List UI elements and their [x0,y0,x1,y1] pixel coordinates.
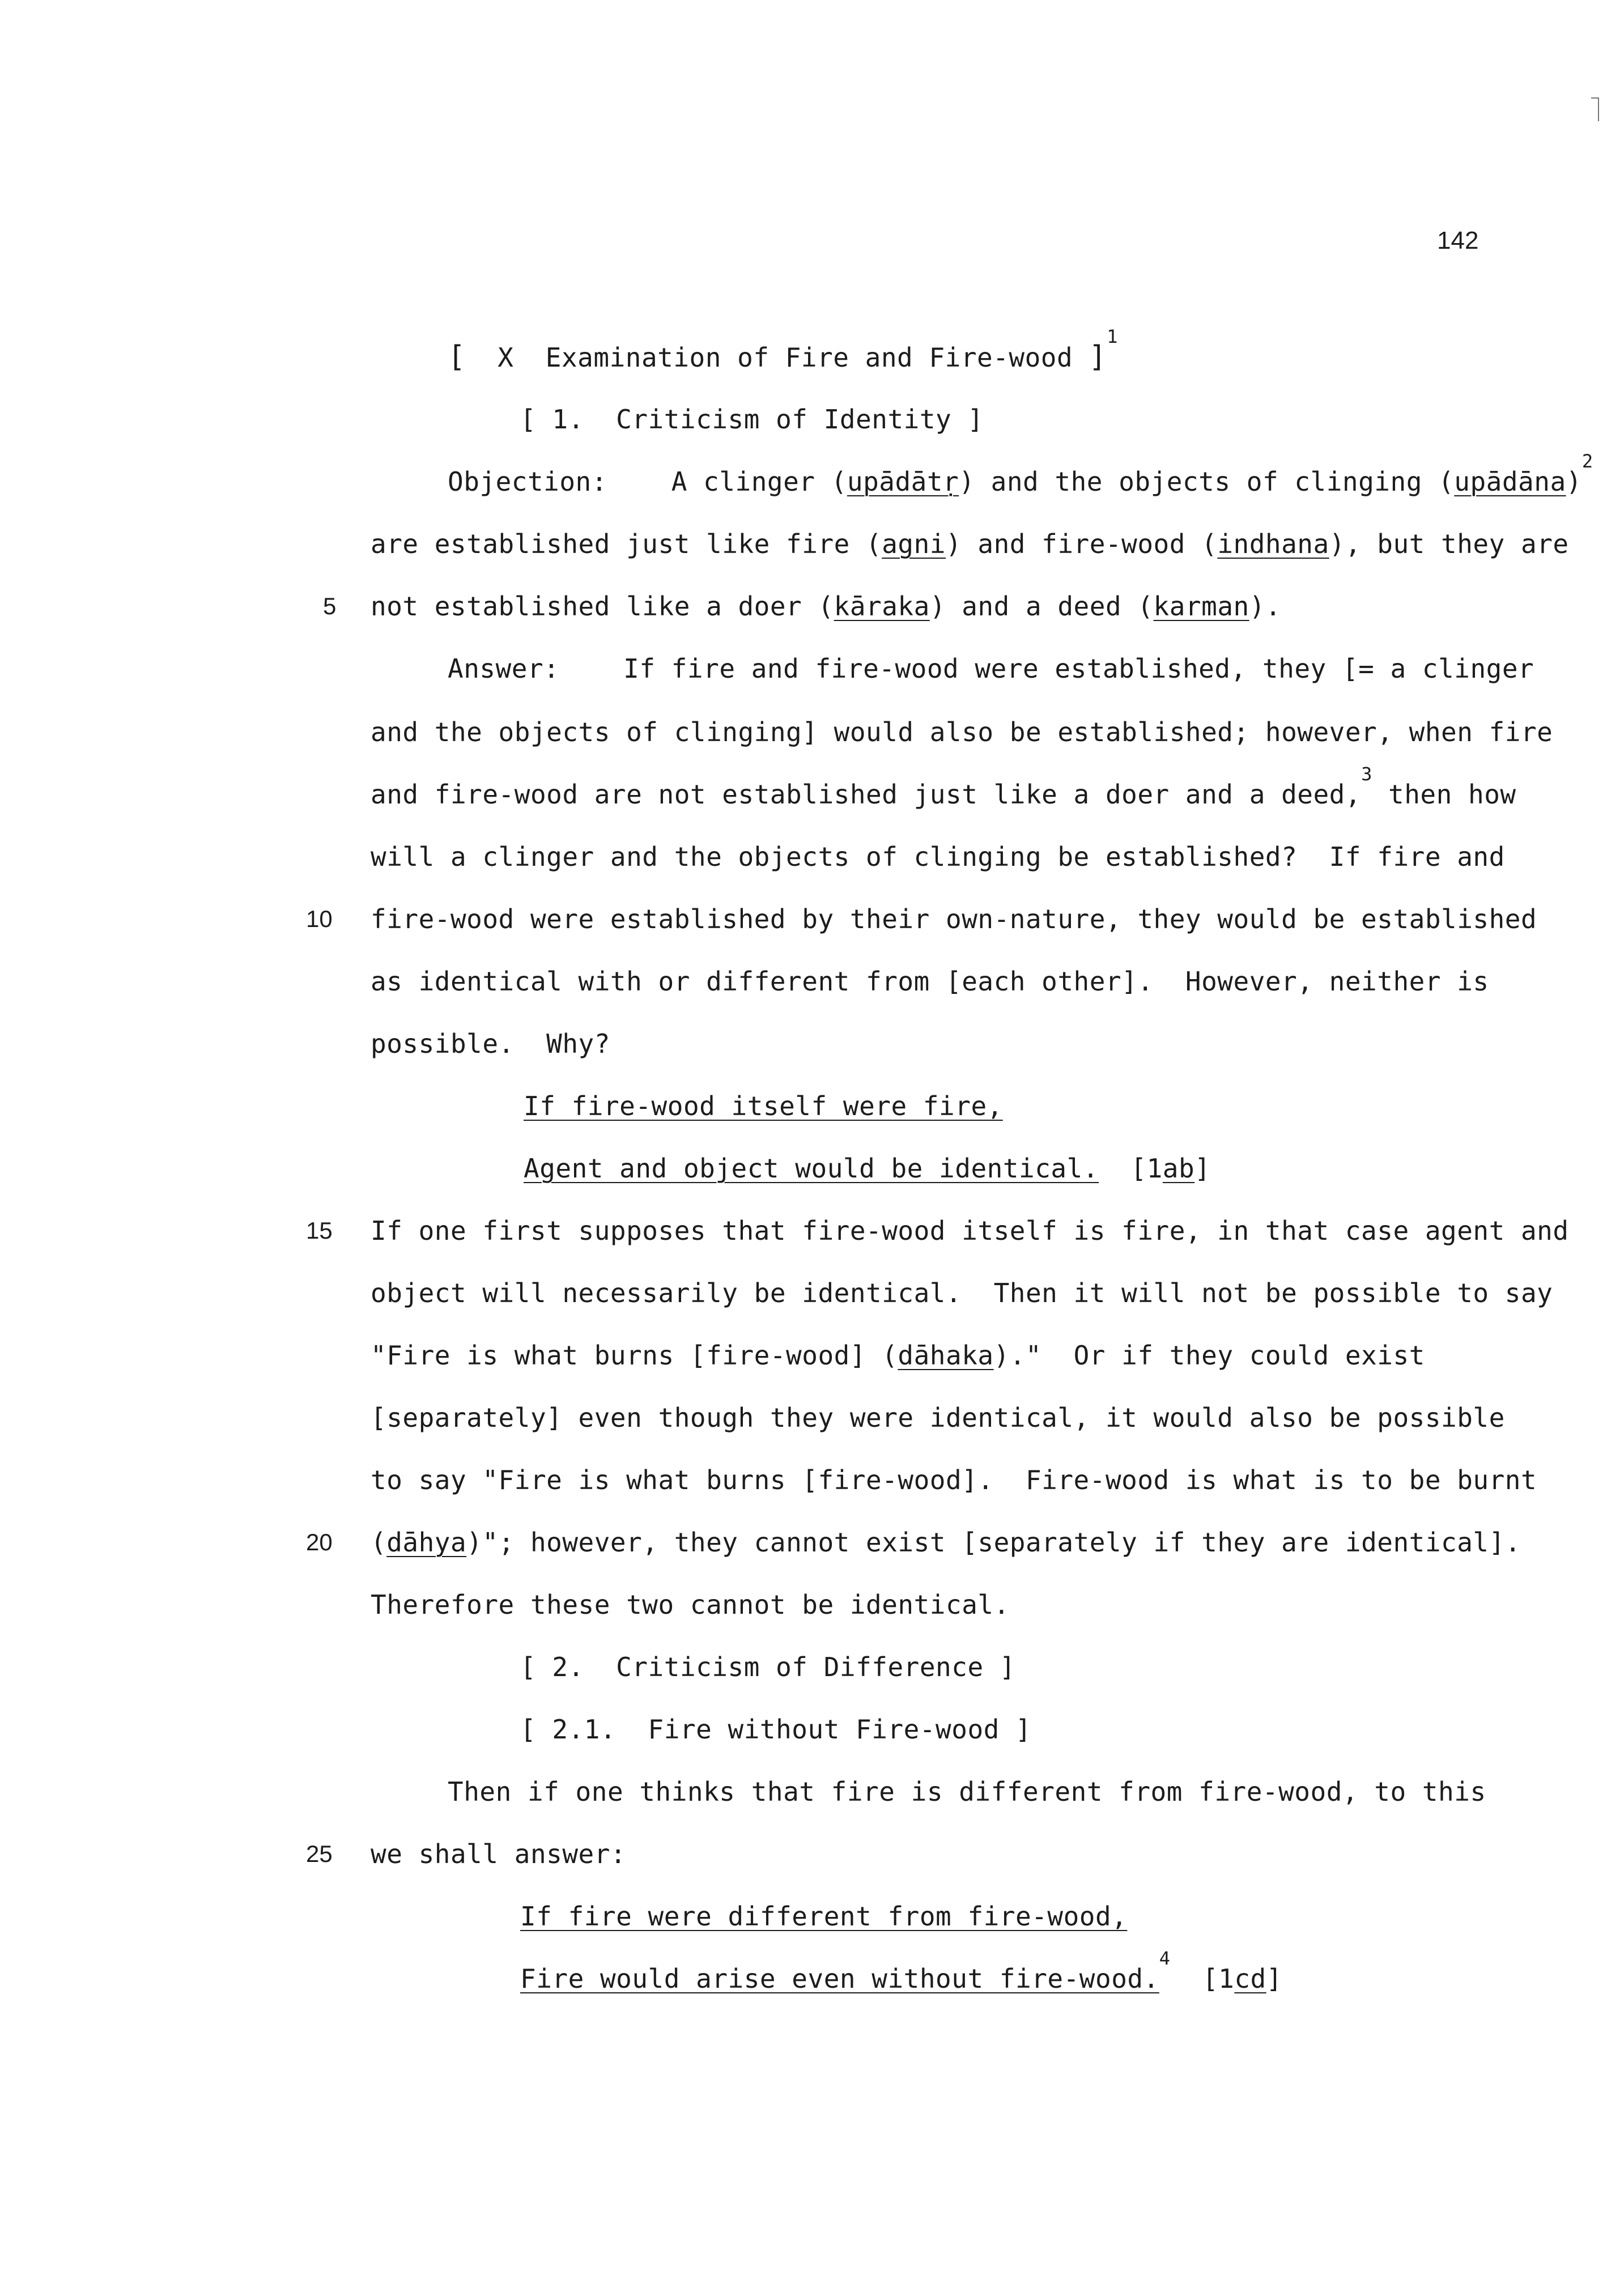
commentary-line-3: "Fire is what burns [fire-wood] (dāhaka)." Or if they could exist [371,1340,1425,1371]
commentary-line-6: (dāhya)"; however, they cannot exist [separately if they are identical]. [371,1527,1521,1558]
term-agni: agni [882,529,946,559]
term-karman: karman [1153,591,1249,622]
difference-line-2: we shall answer: [371,1839,627,1869]
objection-line-2: are established just like fire (agni) and fire-wood (indhana), but they are [371,529,1569,559]
answer-line-6: as identical with or different from [each other]. However, neither is [371,966,1489,997]
line-number-5: 5 [323,593,337,619]
answer-line-5: fire-wood were established by their own-nature, they would be established [371,904,1537,934]
term-upadatr: upādātṛ [847,466,959,497]
answer-line-3: and fire-wood are not established just like a doer and a deed,$^3$ then how [371,763,1516,810]
line-number-15: 15 [306,1217,333,1244]
term-upadana: upādāna [1454,466,1566,497]
footnote-ref-3: 3 [1361,763,1372,785]
commentary-line-1: If one first supposes that fire-wood itself is fire, in that case agent and [371,1215,1569,1246]
chapter-heading: [ X Examination of Fire and Fire-wood ]$^1$ [448,326,1118,374]
objection-line-1: Objection: A clinger (upādātṛ) and the objects of clinging (upādāna)$^2$ [448,450,1593,497]
term-dahaka: dāhaka [898,1340,994,1371]
answer-line-7: possible. Why? [371,1028,610,1059]
answer-line-2: and the objects of clinging] would also be established; however, when fire [371,717,1553,747]
section-heading-2: [ 2. Criticism of Difference ] [520,1652,1016,1682]
objection-line-3: not established like a doer (kāraka) and a deed (karman). [371,591,1282,622]
difference-line-1: Then if one thinks that fire is different from fire-wood, to this [448,1776,1486,1807]
section-heading-1: [ 1. Criticism of Identity ] [520,404,984,435]
commentary-line-2: object will necessarily be identical. Then it will not be possible to say [371,1278,1553,1308]
answer-line-1: Answer: If fire and fire-wood were established, they [= a clinger [448,653,1534,684]
term-dahya: dāhya [386,1527,467,1558]
footnote-ref-2: 2 [1582,450,1593,472]
verse-2-line-2: Fire would arise even without fire-wood.$^4$ [1cd] [520,1948,1282,1994]
line-number-20: 20 [306,1529,333,1555]
commentary-line-4: [separately] even though they were identical, it would also be possible [371,1402,1505,1433]
footnote-ref-4: 4 [1159,1948,1171,1969]
term-indhana: indhana [1217,529,1329,559]
verse-2-line-1: If fire were different from fire-wood, [520,1901,1128,1932]
footnote-ref-1: 1 [1107,326,1118,347]
section-heading-2-1: [ 2.1. Fire without Fire-wood ] [520,1714,1032,1745]
term-karaka: kāraka [834,591,930,622]
verse-ref-1ab: [1ab] [1130,1153,1211,1184]
answer-line-4: will a clinger and the objects of clinging be established? If fire and [371,841,1505,872]
commentary-line-7: Therefore these two cannot be identical. [371,1589,1010,1620]
line-number-10: 10 [306,905,333,932]
commentary-line-5: to say "Fire is what burns [fire-wood]. Fire-wood is what is to be burnt [371,1465,1537,1495]
line-number-25: 25 [306,1840,333,1867]
verse-ref-1cd: [1cd] [1202,1963,1282,1994]
verse-1-line-1: If fire-wood itself were fire, [524,1091,1003,1121]
verse-1-line-2: Agent and object would be identical. [1ab] [524,1153,1211,1184]
page-number: 142 [1437,227,1479,254]
scan-corner-mark [1591,97,1599,121]
